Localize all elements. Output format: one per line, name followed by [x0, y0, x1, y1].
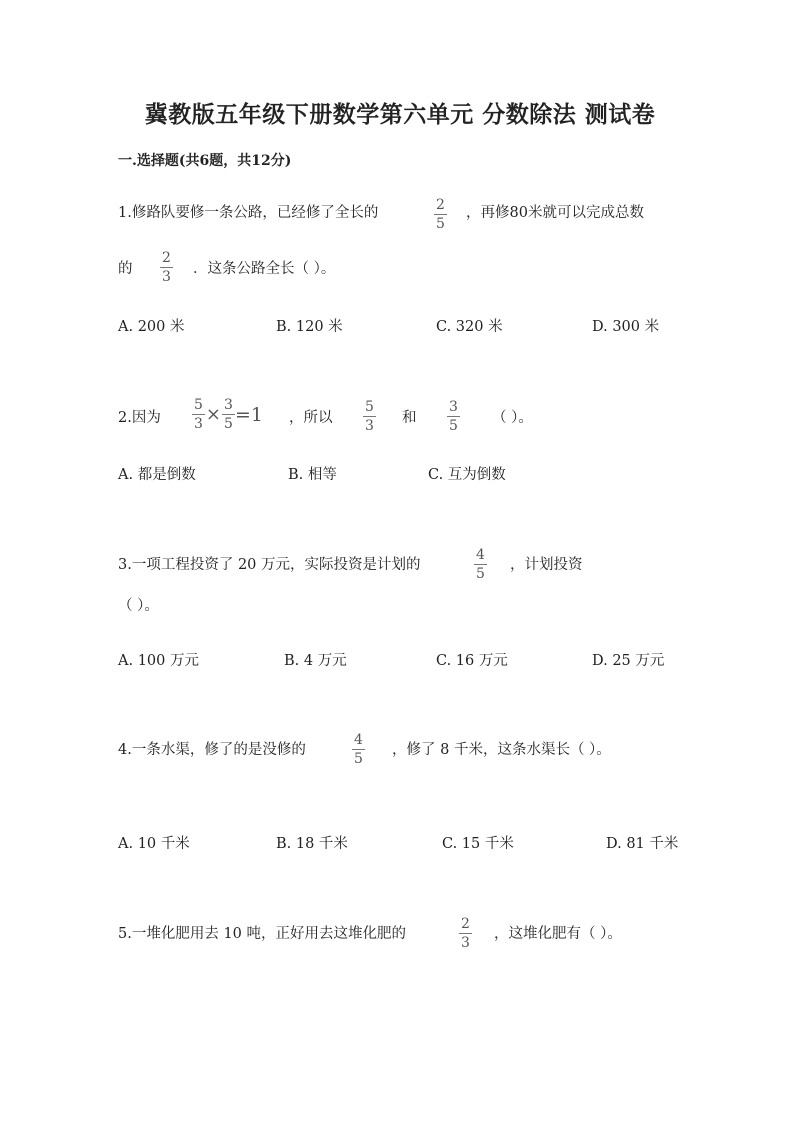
q3-fraction-denominator: 5	[476, 566, 485, 582]
q2-fraction-2-numerator: 3	[449, 399, 458, 415]
page-title: 冀教版五年级下册数学第六单元 分数除法 测试卷	[144, 101, 656, 128]
q2-eq-equals: =1	[234, 403, 263, 426]
q2-option-b[interactable]: B. 相等	[288, 467, 337, 483]
q4-option-c[interactable]: C. 15 千米	[442, 836, 514, 852]
q2-equation	[192, 398, 263, 431]
q2-fraction-2-denominator: 5	[449, 418, 458, 434]
q3-fraction	[474, 548, 487, 581]
q5-text-start: 5.一堆化肥用去 10 吨，正好用去这堆化肥的	[118, 926, 407, 942]
q1-option-b[interactable]: B. 120 米	[276, 319, 343, 335]
q3-line1-end: ，计划投资	[510, 557, 583, 573]
q5-fraction	[459, 917, 472, 950]
q3-line2: （ ）。	[118, 598, 159, 614]
q2-text-and: 和	[402, 410, 417, 426]
q1-line2-start: 的	[118, 261, 133, 277]
q5-fraction-numerator: 2	[461, 916, 470, 932]
q1-line1-end: ，再修80米就可以完成总数	[466, 205, 644, 221]
q4-text-end: ，修了 8 千米，这条水渠长（ ）。	[392, 742, 611, 758]
q5-fraction-denominator: 3	[461, 935, 470, 951]
q2-option-a[interactable]: A. 都是倒数	[118, 467, 196, 483]
q5-text-end: ，这堆化肥有（ ）。	[494, 926, 622, 942]
q4-fraction-denominator: 5	[354, 751, 363, 767]
q1-fraction-2-numerator: 2	[162, 250, 171, 266]
q4-fraction	[352, 733, 365, 766]
q2-fraction-2	[447, 400, 460, 433]
q4-option-a[interactable]: A. 10 千米	[118, 836, 190, 852]
q4-text-start: 4.一条水渠，修了的是没修的	[118, 742, 306, 758]
q2-fraction-1	[363, 400, 376, 433]
q2-eq-fraction-1-denominator: 3	[194, 416, 203, 432]
q3-option-d[interactable]: D. 25 万元	[592, 653, 665, 669]
q3-option-a[interactable]: A. 100 万元	[118, 653, 199, 669]
q4-fraction-numerator: 4	[354, 732, 363, 748]
q3-option-b[interactable]: B. 4 万元	[284, 653, 347, 669]
q4-option-d[interactable]: D. 81 千米	[606, 836, 679, 852]
q1-line2-end: ．这条公路全长（ ）。	[193, 261, 336, 277]
q2-fraction-1-denominator: 3	[365, 418, 374, 434]
q2-text-start: 2.因为	[118, 410, 161, 426]
q1-option-d[interactable]: D. 300 米	[592, 319, 660, 335]
q1-option-a[interactable]: A. 200 米	[118, 319, 185, 335]
q1-fraction-1-numerator: 2	[436, 197, 445, 213]
q4-option-b[interactable]: B. 18 千米	[276, 836, 348, 852]
q3-option-c[interactable]: C. 16 万元	[436, 653, 508, 669]
q2-text-so: ，所以	[289, 410, 333, 426]
q2-eq-fraction-1-numerator: 5	[194, 397, 203, 413]
q2-eq-fraction-1	[192, 398, 205, 431]
q1-fraction-1	[434, 198, 447, 231]
q2-fraction-1-numerator: 5	[365, 399, 374, 415]
q3-fraction-numerator: 4	[476, 547, 485, 563]
q1-fraction-2-denominator: 3	[162, 269, 171, 285]
q2-eq-times: ×	[205, 404, 222, 425]
q1-fraction-1-denominator: 5	[436, 216, 445, 232]
section-heading: 一.选择题(共6题，共12分)	[118, 153, 292, 169]
q2-eq-fraction-2-denominator: 5	[224, 416, 233, 432]
q1-fraction-2	[160, 251, 173, 284]
q2-option-c[interactable]: C. 互为倒数	[428, 467, 506, 483]
q2-text-end: （ ）。	[492, 410, 533, 426]
q2-eq-fraction-2-numerator: 3	[224, 397, 233, 413]
q3-line1-start: 3.一项工程投资了 20 万元，实际投资是计划的	[118, 557, 421, 573]
q1-option-c[interactable]: C. 320 米	[436, 319, 503, 335]
q1-line1-start: 1.修路队要修一条公路，已经修了全长的	[118, 205, 379, 221]
q2-eq-fraction-2	[222, 398, 235, 431]
